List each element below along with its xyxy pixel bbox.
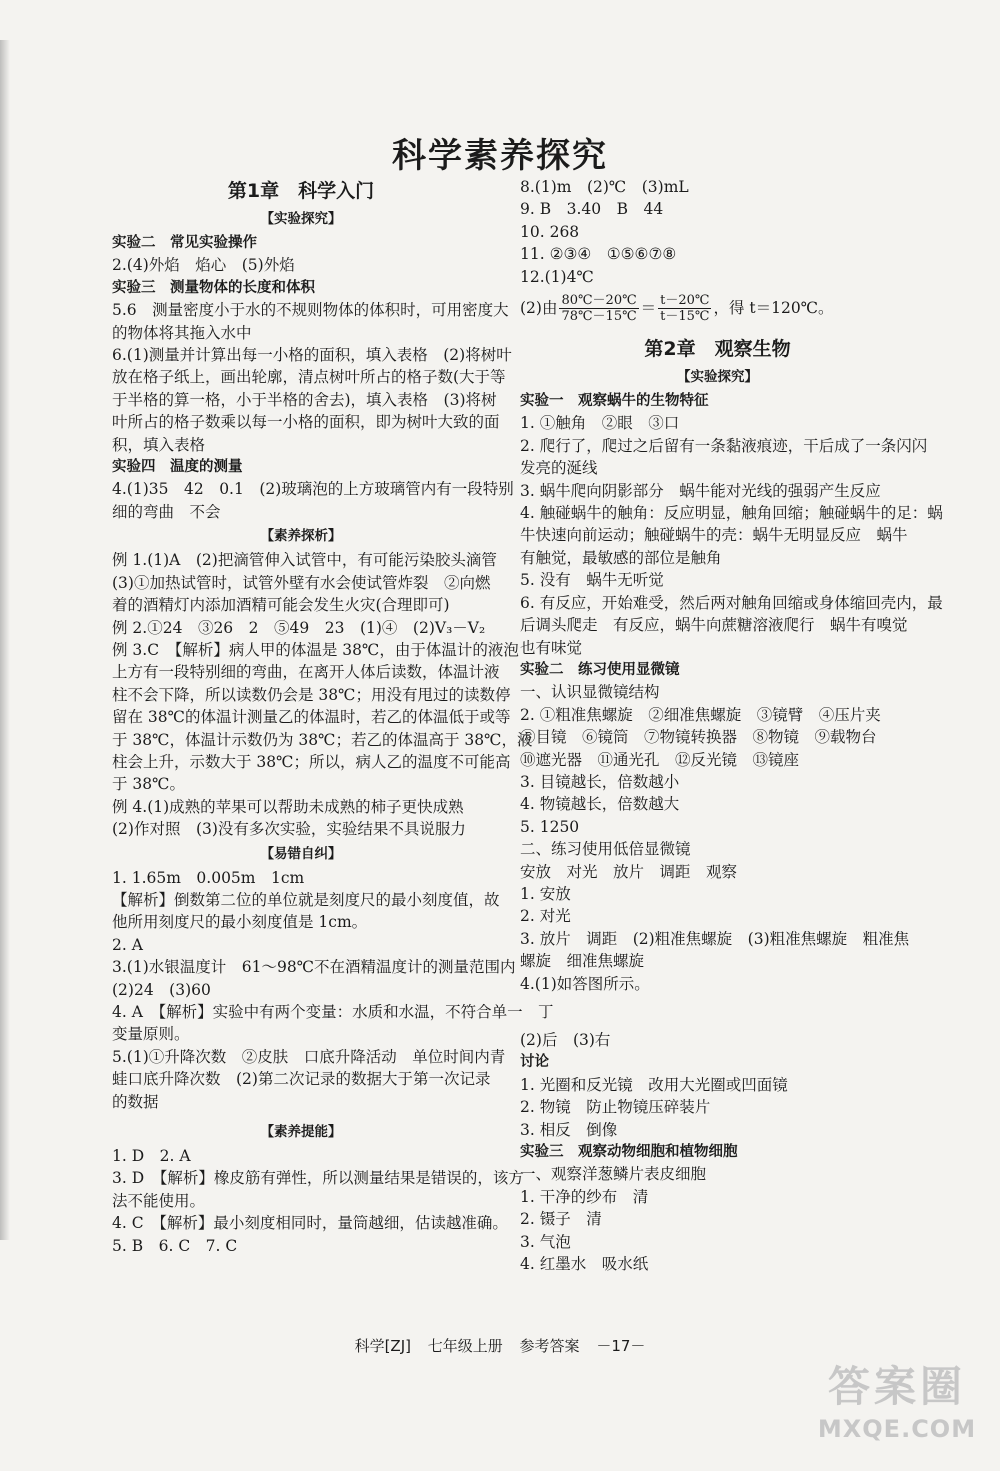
answer-line: 蛙口底升降次数 (2)第二次记录的数据大于第一次记录 <box>112 1070 491 1089</box>
fraction-left-numerator: 80℃－20℃ <box>561 292 637 308</box>
answer-line: 螺旋 细准焦螺旋 <box>520 952 645 971</box>
answer-line: 放在格子纸上，画出轮廓，清点树叶所占的格子数(大于等 <box>112 368 506 387</box>
answer-line: 4. C 【解析】最小刻度相同时，量筒越细，估读越准确。 <box>112 1214 508 1233</box>
answer-line: 牛快速向前运动；触碰蜗牛的壳：蜗牛无明显反应 蜗牛 <box>520 526 908 545</box>
example-line: 柱不会下降，所以读数仍会是 38℃；用没有甩过的读数停 <box>112 685 511 704</box>
answer-line: 法不能使用。 <box>112 1191 206 1210</box>
answer-line: 有触觉，最敏感的部位是触角 <box>520 548 722 567</box>
formula-suffix: ，得 t＝120℃。 <box>713 299 834 318</box>
answer-line: 3.(1)水银温度计 61～98℃不在酒精温度计的测量范围内 <box>112 958 516 977</box>
answer-line: 2. 对光 <box>520 907 571 926</box>
example-line: 例 4.(1)成熟的苹果可以帮助未成熟的柿子更快成熟 <box>112 797 464 816</box>
answer-line: 3. 蜗牛爬向阴影部分 蜗牛能对光线的强弱产生反应 <box>520 481 881 500</box>
formula-line <box>520 288 915 328</box>
formula-equals: ＝ <box>640 299 657 318</box>
answer-line: 3. 气泡 <box>520 1232 571 1251</box>
answer-line: ⑩遮光器 ⑪通光孔 ⑫反光镜 ⑬镜座 <box>520 750 800 769</box>
answer-line: 8.(1)m (2)℃ (3)mL <box>520 178 689 196</box>
section-literacy-analysis: 【素养探析】 <box>260 528 342 545</box>
page-footer <box>0 1335 1000 1356</box>
answer-line: 12.(1)4℃ <box>520 267 594 286</box>
right-column <box>520 176 943 1275</box>
answer-line: 积，填入表格 <box>112 435 206 454</box>
answer-line: 他所用刻度尺的最小刻度值是 1cm。 <box>112 913 368 932</box>
fraction-right-numerator: t－20℃ <box>660 292 710 308</box>
answer-line: 2. 爬行了，爬过之后留有一条黏液痕迹，干后成了一条闪闪 <box>520 436 928 455</box>
footer-subject: 科学[ZJ] <box>354 1337 411 1355</box>
experiment-3-title: 实验三 观察动物细胞和植物细胞 <box>520 1144 738 1161</box>
answer-line: 5.6 测量密度小于水的不规则物体的体积时，可用密度大 <box>112 301 509 320</box>
answer-line: 也有味觉 <box>520 638 583 657</box>
subsection-title: 一、观察洋葱鳞片表皮细胞 <box>520 1165 707 1184</box>
answer-line: 6. 有反应，开始难受，然后两对触角回缩或身体缩回壳内，最 <box>520 593 943 612</box>
answer-line: 2.(4)外焰 焰心 (5)外焰 <box>112 256 295 275</box>
discussion-title: 讨论 <box>520 1054 549 1071</box>
answer-line: 3. 相反 倒像 <box>520 1120 618 1139</box>
answer-line: 【解析】倒数第二位的单位就是刻度尺的最小刻度值，故 <box>112 890 500 909</box>
answer-line: 11. ②③④ ①⑤⑥⑦⑧ <box>520 245 677 264</box>
answer-line: 1. 1.65m 0.005m 1cm <box>112 868 305 887</box>
footer-grade: 七年级上册 <box>427 1337 503 1355</box>
experiment-3-title: 实验三 测量物体的长度和体积 <box>112 279 315 296</box>
example-line: 例 1.(1)A (2)把滴管伸入试管中，有可能污染胶头滴管 <box>112 551 497 570</box>
figure-label: 丁 <box>538 1003 554 1021</box>
answer-line: 1. 安放 <box>520 884 571 903</box>
example-line: 例 2.①24 ③26 2 ⑤49 23 (1)④ (2)V₃－V₂ <box>112 618 486 637</box>
answer-line: 3. D 【解析】橡皮筋有弹性，所以测量结果是错误的，该方 <box>112 1169 524 1188</box>
chapter-1-title: 第1章 科学入门 <box>227 180 375 202</box>
answer-line: 4.(1)如答图所示。 <box>520 974 650 993</box>
fraction-left <box>559 293 638 324</box>
chapter-2-title: 第2章 观察生物 <box>644 338 791 361</box>
answer-line: 的数据 <box>112 1092 159 1111</box>
answer-line: 1. 光圈和反光镜 改用大光圈或凹面镜 <box>520 1075 788 1094</box>
answer-line: (2)24 (3)60 <box>112 980 211 999</box>
section-experiment-inquiry: 【实验探究】 <box>677 369 758 386</box>
answer-line: 3. 放片 调距 (2)粗准焦螺旋 (3)粗准焦螺旋 粗准焦 <box>520 929 910 948</box>
experiment-1-title: 实验一 观察蜗牛的生物特征 <box>520 393 709 410</box>
experiment-2-title: 实验二 常见实验操作 <box>112 235 257 251</box>
answer-line: 发亮的涎线 <box>520 459 598 478</box>
answer-line: 4.(1)35 42 0.1 (2)玻璃泡的上方玻璃管内有一段特别 <box>112 480 514 499</box>
fraction-right <box>658 293 711 324</box>
answer-line: (2)后 (3)右 <box>520 1031 611 1049</box>
example-line: 上方有一段特别细的弯曲，在离开人体后读数，体温计液 <box>112 663 500 682</box>
example-line: 于 38℃，体温计示数仍为 38℃；若乙的体温高于 38℃，液 <box>112 730 533 749</box>
answer-line: 2. A <box>112 935 143 954</box>
fraction-right-denominator: t－15℃ <box>660 308 710 324</box>
answer-line: 10. 268 <box>520 222 580 241</box>
answer-line: 安放 对光 放片 调距 观察 <box>520 862 738 881</box>
answer-line: 4. 触碰蜗牛的触角：反应明显，触角回缩；触碰蜗牛的足：蜗 <box>520 504 943 523</box>
answer-line: 后调头爬走 有反应，蜗牛向蔗糖溶液爬行 蜗牛有嗅觉 <box>520 616 908 635</box>
answer-line: 变量原则。 <box>112 1025 190 1044</box>
footer-page-number: －17－ <box>596 1337 646 1355</box>
answer-line: 5. B 6. C 7. C <box>112 1236 238 1255</box>
subsection-title: 二、练习使用低倍显微镜 <box>520 840 691 859</box>
example-line: 着的酒精灯内添加酒精可能会发生火灾(合理即可) <box>112 596 450 615</box>
experiment-2-title: 实验二 练习使用显微镜 <box>520 661 680 678</box>
answer-line: 5. 1250 <box>520 817 580 836</box>
example-line: 柱会上升，示数大于 38℃；所以，病人乙的温度不可能高 <box>112 752 511 771</box>
left-column <box>112 176 533 1257</box>
section-experiment-inquiry: 【实验探究】 <box>260 211 342 227</box>
example-line: 例 3.C 【解析】病人甲的体温是 38℃，由于体温计的液泡 <box>112 640 519 659</box>
answer-line: 2. 物镜 防止物镜压碎装片 <box>520 1098 711 1117</box>
example-line: 留在 38℃的体温计测量乙的体温时，若乙的体温低于或等 <box>112 708 511 727</box>
answer-line: 6.(1)测量并计算出每一小格的面积，填入表格 (2)将树叶 <box>112 346 512 365</box>
experiment-4-title: 实验四 温度的测量 <box>112 459 243 476</box>
answer-line: 2. 镊子 清 <box>520 1210 602 1229</box>
answer-line: 5.(1)①升降次数 ②皮肤 口底升降活动 单位时间内青 <box>112 1047 506 1066</box>
answer-line: 4. 红墨水 吸水纸 <box>520 1255 649 1274</box>
answer-line: 3. 目镜越长，倍数越小 <box>520 772 680 791</box>
answer-line: 的物体将其拖入水中 <box>112 323 252 342</box>
answer-line: 叶所占的格子数乘以每一小格的面积，即为树叶大致的面 <box>112 413 500 432</box>
answer-line: 4. 物镜越长，倍数越大 <box>520 795 680 814</box>
watermark-logo <box>802 1359 992 1469</box>
section-error-correction: 【易错自纠】 <box>260 845 342 862</box>
answer-line: 2. ①粗准焦螺旋 ②细准焦螺旋 ③镜臂 ④压片夹 <box>520 705 881 724</box>
example-line: (3)①加热试管时，试管外壁有水会使试管炸裂 ②向燃 <box>112 573 491 592</box>
temperature-formula <box>520 288 834 328</box>
page-edge-shadow <box>0 40 10 1240</box>
answer-line: 1. D 2. A <box>112 1147 191 1166</box>
watermark-text: 答案圈 <box>827 1362 966 1411</box>
answer-line: 1. ①触角 ②眼 ③口 <box>520 414 680 433</box>
example-line: 于 38℃。 <box>112 775 185 794</box>
footer-label: 参考答案 <box>519 1337 580 1355</box>
answer-line: 5. 没有 蜗牛无听觉 <box>520 571 664 590</box>
fraction-left-denominator: 78℃－15℃ <box>561 308 637 324</box>
watermark-url: MXQE.COM <box>817 1415 977 1443</box>
answer-line: 细的弯曲 不会 <box>112 502 221 521</box>
example-line: (2)作对照 (3)没有多次实验，实验结果不具说服力 <box>112 820 466 839</box>
answer-line: ⑤目镜 ⑥镜筒 ⑦物镜转换器 ⑧物镜 ⑨载物台 <box>520 728 877 747</box>
answer-line: 9. B 3.40 B 44 <box>520 200 664 219</box>
section-literacy-improvement: 【素养提能】 <box>260 1124 342 1141</box>
subsection-title: 一、认识显微镜结构 <box>520 683 660 702</box>
page-title: 科学素养探究 <box>392 136 608 176</box>
answer-line: 于半格的算一格，小于半格的舍去)，填入表格 (3)将树 <box>112 390 497 409</box>
answer-line: 4. A 【解析】实验中有两个变量：水质和水温，不符合单一 <box>112 1003 523 1021</box>
formula-prefix: (2)由 <box>520 299 558 318</box>
answer-line: 1. 干净的纱布 清 <box>520 1187 649 1206</box>
